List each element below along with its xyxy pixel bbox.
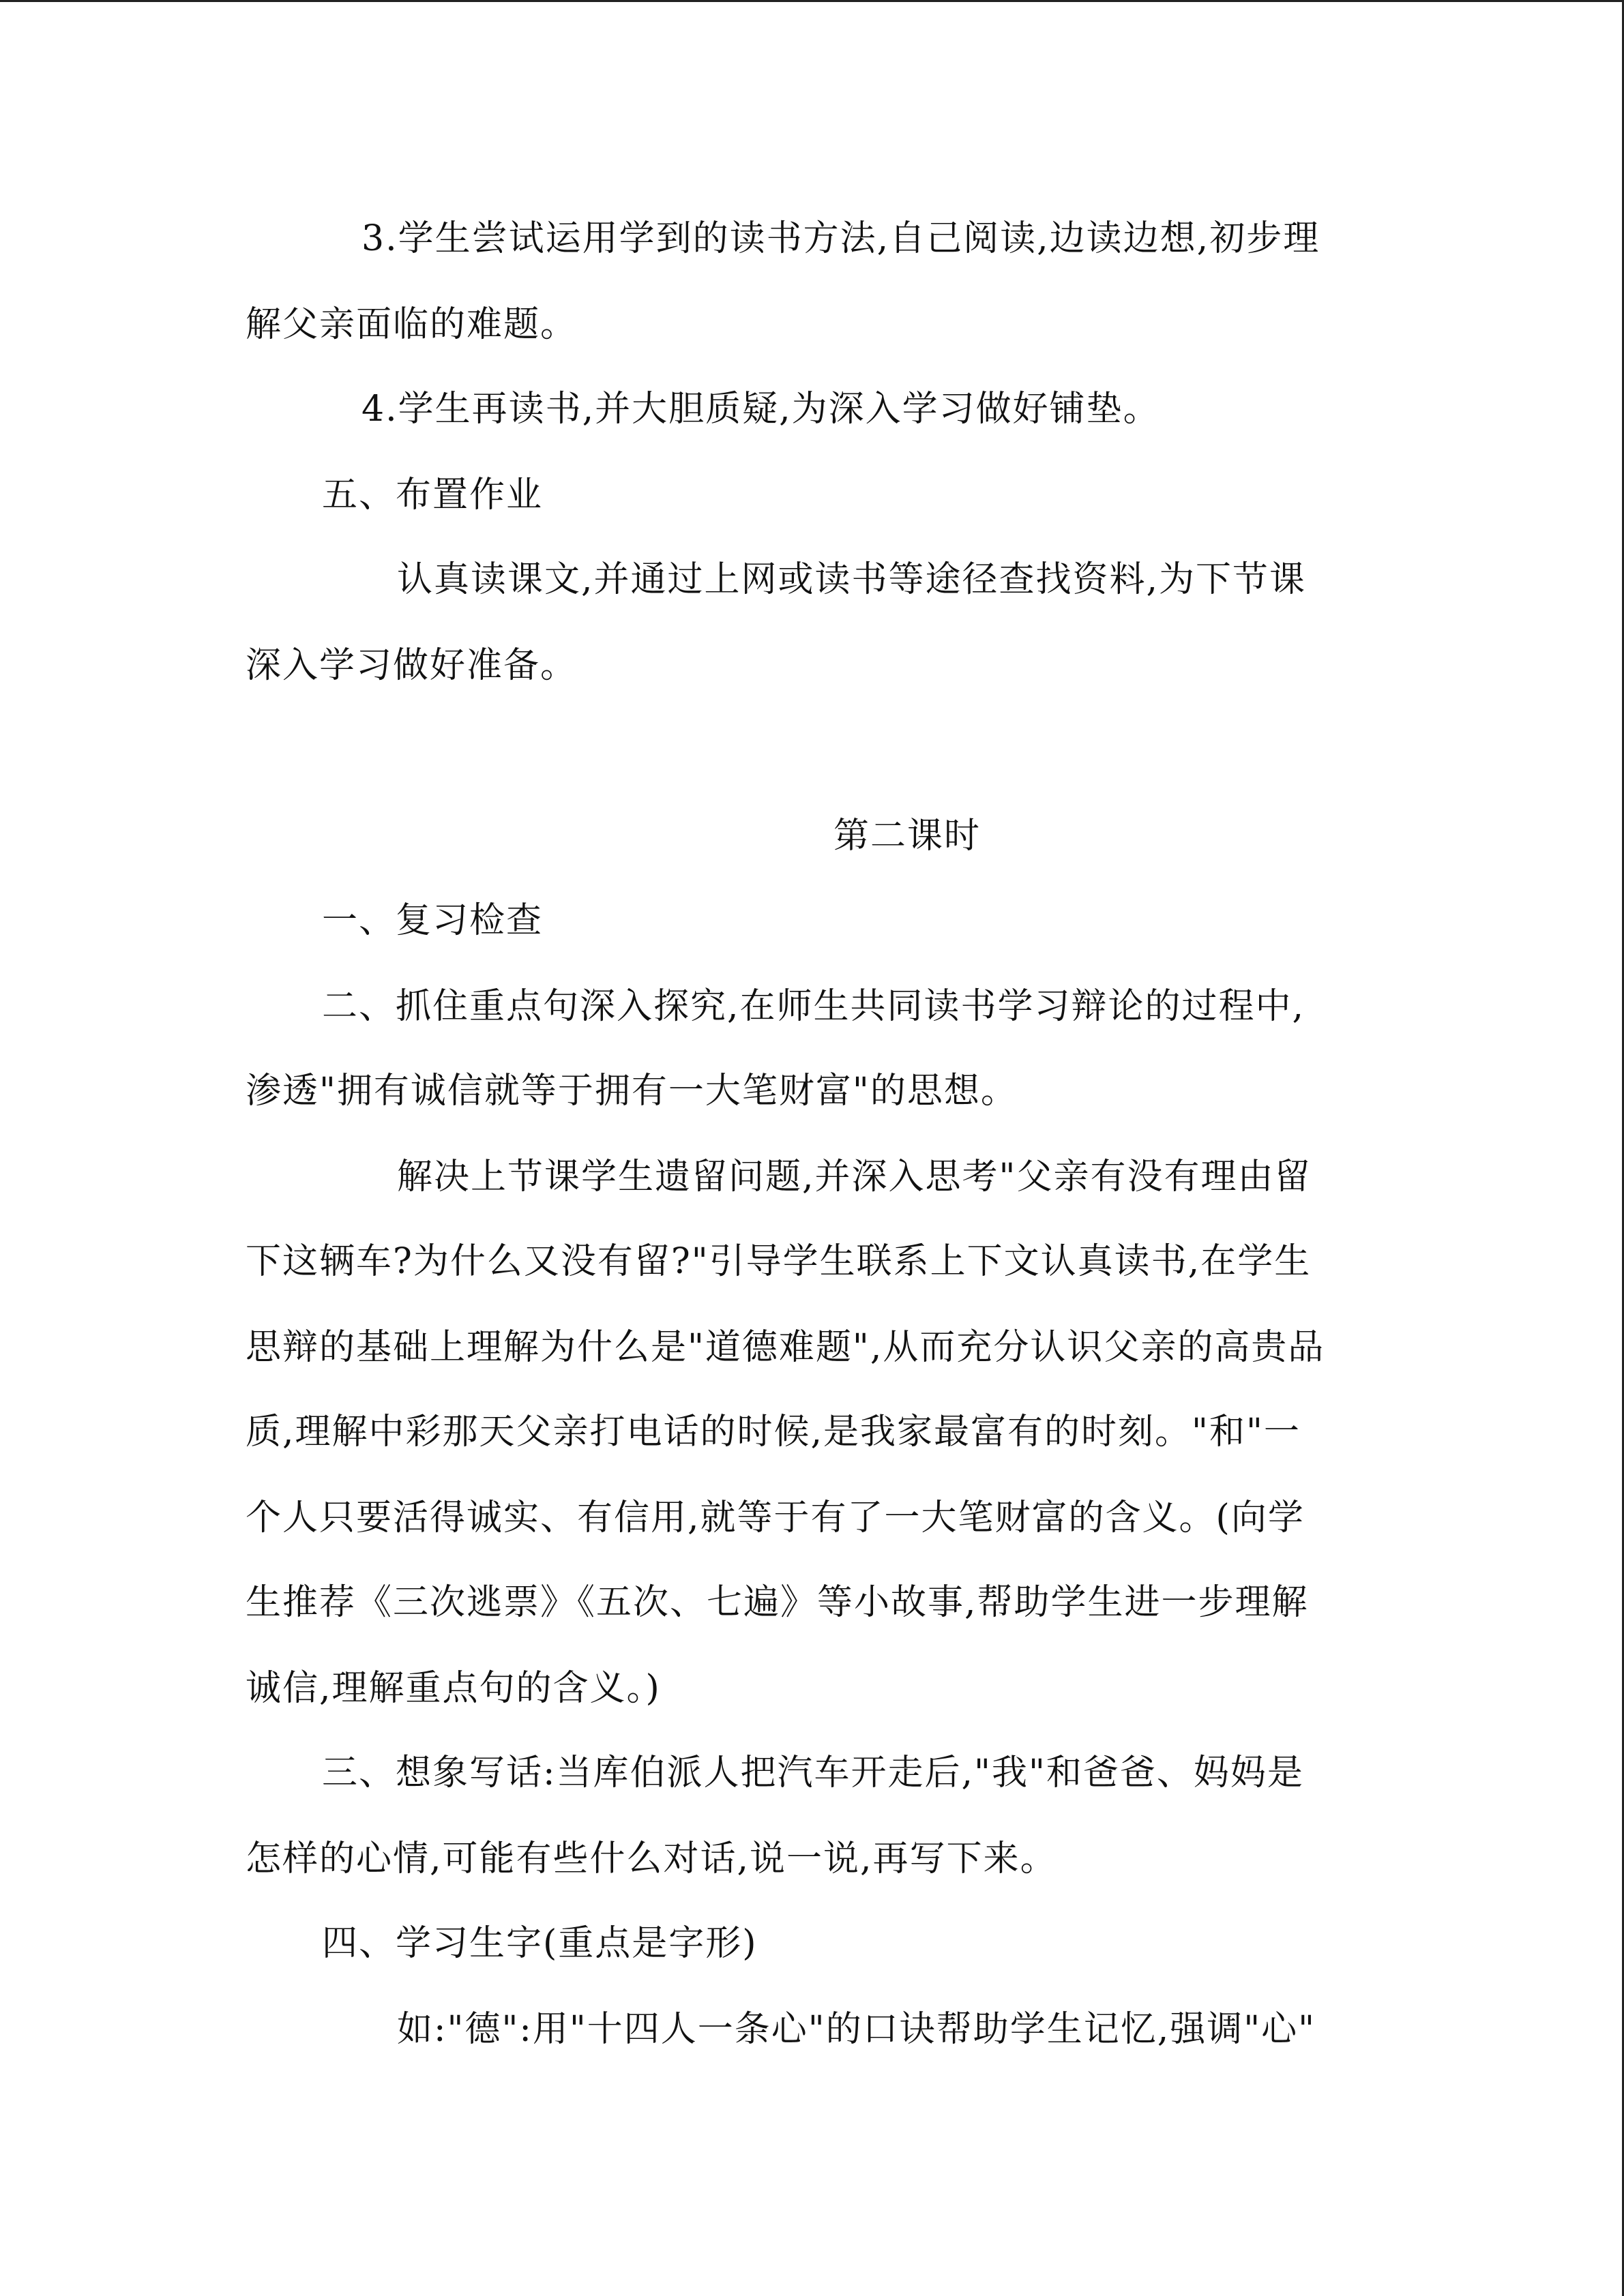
top-border <box>0 0 1624 2</box>
paragraph-line-12: 生推荐《三次逃票》《五次、七遍》等小故事,帮助学生进一步理解 <box>246 1582 1309 1623</box>
paragraph-line-5: 深入学习做好准备。 <box>246 645 578 686</box>
paragraph-line-6: 渗透"拥有诚信就等于拥有一大笔财富"的思想。 <box>246 1071 1018 1112</box>
paragraph-line-15: 如:"德":用"十四人一条心"的口诀帮助学生记忆,强调"心" <box>397 2009 1316 2050</box>
paragraph-line-14: 怎样的心情,可能有些什么对话,说一说,再写下来。 <box>246 1838 1057 1879</box>
paragraph-line-9: 思辩的基础上理解为什么是"道德难题",从而充分认识父亲的高贵品 <box>246 1327 1325 1368</box>
paragraph-line-8: 下这辆车?为什么又没有留?"引导学生联系上下文认真读书,在学生 <box>246 1241 1312 1282</box>
paragraph-line-10: 质,理解中彩那天父亲打电话的时候,是我家最富有的时刻。"和"一 <box>246 1412 1301 1452</box>
paragraph-line-1: 3.学生尝试运用学到的读书方法,自己阅读,边读边想,初步理 <box>361 218 1320 259</box>
section-title-second-lesson: 第二课时 <box>833 816 981 856</box>
section-heading-review: 一、复习检查 <box>322 900 544 941</box>
paragraph-line-13: 诚信,理解重点句的含义。) <box>246 1668 661 1709</box>
section-heading-key-sentence: 二、抓住重点句深入探究,在师生共同读书学习辩论的过程中, <box>322 986 1305 1027</box>
paragraph-line-3: 4.学生再读书,并大胆质疑,为深入学习做好铺垫。 <box>361 389 1160 430</box>
section-heading-characters: 四、学习生字(重点是字形) <box>322 1923 758 1964</box>
paragraph-line-2: 解父亲面临的难题。 <box>246 304 578 345</box>
section-heading-assignment: 五、布置作业 <box>322 475 544 516</box>
paragraph-line-4: 认真读课文,并通过上网或读书等途径查找资料,为下节课 <box>397 559 1307 600</box>
section-heading-writing: 三、想象写话:当库伯派人把汽车开走后,"我"和爸爸、妈妈是 <box>322 1753 1304 1793</box>
paragraph-line-7: 解决上节课学生遗留问题,并深入思考"父亲有没有理由留 <box>397 1157 1312 1197</box>
paragraph-line-11: 个人只要活得诚实、有信用,就等于有了一大笔财富的含义。(向学 <box>246 1497 1305 1538</box>
